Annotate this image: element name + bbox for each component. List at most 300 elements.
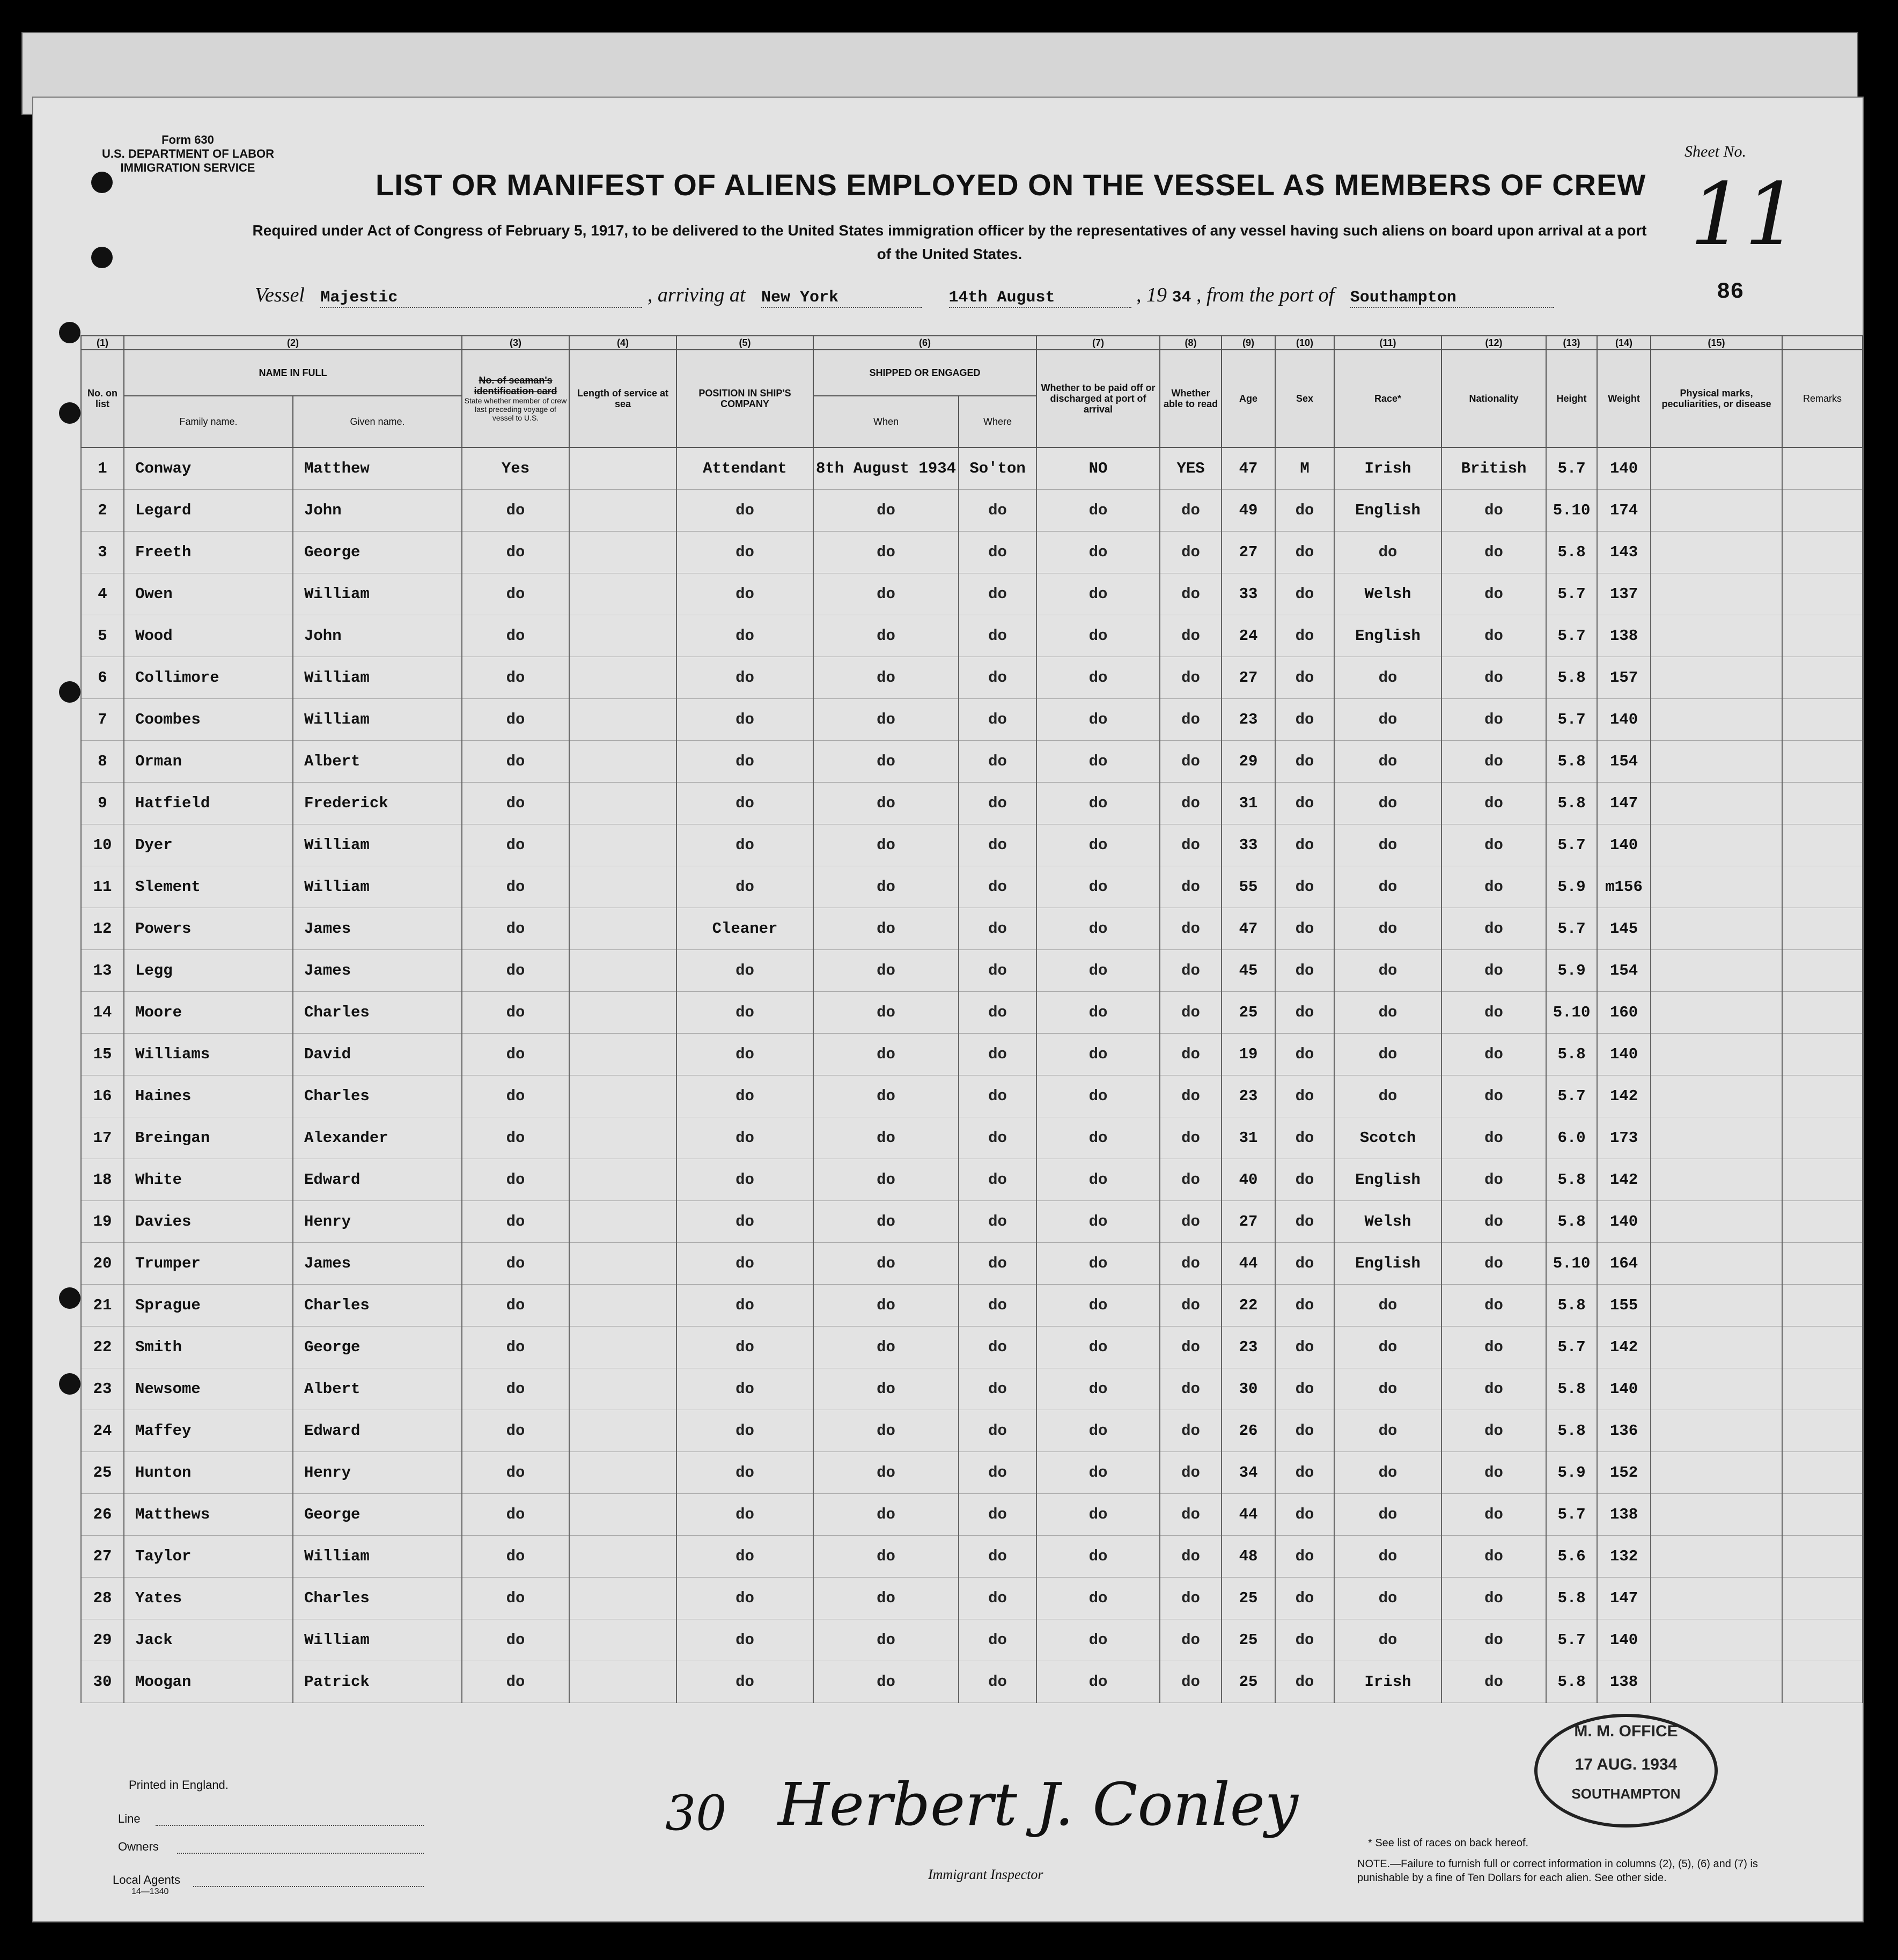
given-name-cell: Alexander [293,1117,462,1159]
height-cell: 5.8 [1546,657,1597,699]
age-cell: 45 [1222,950,1275,992]
given-name-cell: Charles [293,1285,462,1327]
arrival-year: 34 [1172,289,1191,307]
race-cell: Welsh [1334,573,1441,615]
row-number-cell: 13 [81,950,124,992]
sex-cell: do [1275,866,1334,908]
physical-marks-cell [1651,950,1782,992]
age-cell: 25 [1222,1578,1275,1619]
punch-hole [91,247,113,268]
sex-cell: do [1275,1661,1334,1703]
able-to-read-cell: do [1160,908,1222,950]
table-row [81,1034,1863,1075]
nationality-cell: do [1441,1075,1546,1117]
race-cell: Welsh [1334,1201,1441,1243]
header-length-of-service: Length of service at sea [569,350,676,447]
given-name-cell: William [293,1536,462,1578]
age-cell: 25 [1222,1619,1275,1661]
col-5-number: (5) [676,336,813,350]
age-cell: 30 [1222,1368,1275,1410]
row-number-cell: 11 [81,866,124,908]
paid-off-cell: do [1036,1285,1160,1327]
position-cell: do [676,1201,813,1243]
given-name-cell: William [293,866,462,908]
height-cell: 5.8 [1546,1201,1597,1243]
family-name-cell: Moore [124,992,293,1034]
height-cell: 5.9 [1546,866,1597,908]
shipped-where-cell: do [959,532,1036,573]
inspector-label: Immigrant Inspector [928,1867,1043,1882]
physical-marks-cell [1651,1578,1782,1619]
row-number-cell: 17 [81,1117,124,1159]
height-cell: 5.8 [1546,1578,1597,1619]
physical-marks-cell [1651,1619,1782,1661]
position-cell: do [676,573,813,615]
height-cell: 5.10 [1546,490,1597,532]
table-row [81,1327,1863,1368]
remarks-cell [1782,699,1863,741]
line-field [156,1825,424,1826]
paid-off-cell: do [1036,1578,1160,1619]
shipped-where-cell: do [959,1117,1036,1159]
given-name-cell: James [293,908,462,950]
nationality-cell: do [1441,1536,1546,1578]
remarks-cell [1782,1536,1863,1578]
sex-cell: do [1275,1034,1334,1075]
weight-cell: 137 [1597,573,1651,615]
family-name-cell: Conway [124,447,293,490]
able-to-read-cell: do [1160,1661,1222,1703]
row-number-cell: 5 [81,615,124,657]
age-cell: 49 [1222,490,1275,532]
row-number-cell: 15 [81,1034,124,1075]
length-of-service-cell [569,1368,676,1410]
shipped-when-cell: do [813,532,959,573]
row-number-cell: 4 [81,573,124,615]
col-13-number: (13) [1546,336,1597,350]
form-identifier [102,133,274,175]
sex-cell: do [1275,532,1334,573]
family-name-cell: Jack [124,1619,293,1661]
weight-cell: 136 [1597,1410,1651,1452]
shipped-where-cell: do [959,699,1036,741]
family-name-cell: Yates [124,1578,293,1619]
total-count: 30 [665,1785,727,1841]
able-to-read-cell: do [1160,490,1222,532]
sex-cell: do [1275,992,1334,1034]
table-row [81,908,1863,950]
row-number-cell: 1 [81,447,124,490]
table-row [81,741,1863,783]
family-name-cell: Powers [124,908,293,950]
physical-marks-cell [1651,1661,1782,1703]
given-name-cell: George [293,1327,462,1368]
paid-off-cell: do [1036,992,1160,1034]
sheet-number-label: Sheet No. [1684,143,1746,160]
nationality-cell: do [1441,1201,1546,1243]
height-cell: 6.0 [1546,1117,1597,1159]
physical-marks-cell [1651,1159,1782,1201]
table-row [81,490,1863,532]
paid-off-cell: do [1036,573,1160,615]
given-name-cell: John [293,615,462,657]
height-cell: 5.8 [1546,1661,1597,1703]
length-of-service-cell [569,824,676,866]
remarks-cell [1782,1034,1863,1075]
remarks-cell [1782,783,1863,824]
able-to-read-cell: do [1160,992,1222,1034]
department: U.S. DEPARTMENT OF LABOR [102,147,275,160]
header-nationality: Nationality [1441,350,1546,447]
table-row [81,1578,1863,1619]
physical-marks-cell [1651,490,1782,532]
age-cell: 25 [1222,992,1275,1034]
physical-marks-cell [1651,1201,1782,1243]
shipped-when-cell: do [813,824,959,866]
previous-voyage-cell: do [462,1619,569,1661]
family-name-cell: Trumper [124,1243,293,1285]
weight-cell: 140 [1597,1034,1651,1075]
race-cell: do [1334,908,1441,950]
sex-cell: do [1275,1452,1334,1494]
given-name-cell: William [293,573,462,615]
given-name-cell: William [293,699,462,741]
weight-cell: 154 [1597,950,1651,992]
position-cell: do [676,1285,813,1327]
arrival-date: 14th August [949,289,1131,308]
paid-off-cell: do [1036,1661,1160,1703]
weight-cell: 138 [1597,1494,1651,1536]
header-shipped-or-engaged: SHIPPED OR ENGAGED [813,350,1036,396]
previous-voyage-cell: do [462,1661,569,1703]
sex-cell: do [1275,1368,1334,1410]
height-cell: 5.8 [1546,1410,1597,1452]
paid-off-cell: do [1036,657,1160,699]
paid-off-cell: do [1036,824,1160,866]
nationality-cell: do [1441,1410,1546,1452]
given-name-cell: Albert [293,741,462,783]
nationality-cell: do [1441,1661,1546,1703]
paid-off-cell: do [1036,1619,1160,1661]
line-label: Line [118,1812,141,1825]
previous-voyage-cell: do [462,908,569,950]
form-number: Form 630 [161,133,214,146]
able-to-read-cell: do [1160,1578,1222,1619]
previous-voyage-cell: do [462,824,569,866]
shipped-when-cell: do [813,699,959,741]
family-name-cell: Coombes [124,699,293,741]
shipped-where-cell: do [959,1619,1036,1661]
height-cell: 5.8 [1546,532,1597,573]
shipped-where-cell: do [959,1536,1036,1578]
table-row [81,1619,1863,1661]
previous-voyage-cell: do [462,1034,569,1075]
length-of-service-cell [569,1034,676,1075]
remarks-cell [1782,573,1863,615]
arriving-label: , arriving at [647,284,746,306]
race-cell: do [1334,992,1441,1034]
weight-cell: 143 [1597,532,1651,573]
race-cell: do [1334,699,1441,741]
header-age: Age [1222,350,1275,447]
weight-cell: 142 [1597,1075,1651,1117]
given-name-cell: Edward [293,1410,462,1452]
sex-cell: M [1275,447,1334,490]
height-cell: 5.8 [1546,1285,1597,1327]
able-to-read-cell: do [1160,741,1222,783]
row-number-cell: 8 [81,741,124,783]
able-to-read-cell: do [1160,1619,1222,1661]
row-number-cell: 23 [81,1368,124,1410]
able-to-read-cell: do [1160,1368,1222,1410]
paid-off-cell: do [1036,1117,1160,1159]
sex-cell: do [1275,1494,1334,1536]
given-name-cell: George [293,1494,462,1536]
physical-marks-cell [1651,1327,1782,1368]
col-2-number: (2) [124,336,462,350]
header-remarks: Remarks [1782,350,1863,447]
position-cell: do [676,1536,813,1578]
row-number-cell: 18 [81,1159,124,1201]
position-cell: do [676,615,813,657]
given-name-cell: Edward [293,1159,462,1201]
sex-cell: do [1275,1578,1334,1619]
table-row [81,1201,1863,1243]
form-code: 14—1340 [131,1887,169,1896]
previous-voyage-cell: do [462,1075,569,1117]
weight-cell: 138 [1597,1661,1651,1703]
previous-voyage-cell: do [462,699,569,741]
physical-marks-cell [1651,447,1782,490]
nationality-cell: do [1441,866,1546,908]
family-name-cell: Dyer [124,824,293,866]
weight-cell: 157 [1597,657,1651,699]
row-number-cell: 7 [81,699,124,741]
position-cell: do [676,1327,813,1368]
row-number-cell: 27 [81,1536,124,1578]
table-row [81,1159,1863,1201]
shipped-where-cell: do [959,615,1036,657]
physical-marks-cell [1651,615,1782,657]
family-name-cell: Sprague [124,1285,293,1327]
paid-off-cell: do [1036,866,1160,908]
age-cell: 33 [1222,573,1275,615]
remarks-cell [1782,447,1863,490]
race-cell: do [1334,1619,1441,1661]
given-name-cell: Charles [293,1578,462,1619]
row-number-cell: 20 [81,1243,124,1285]
length-of-service-cell [569,741,676,783]
sex-cell: do [1275,699,1334,741]
physical-marks-cell [1651,908,1782,950]
remarks-cell [1782,1452,1863,1494]
previous-voyage-cell: do [462,866,569,908]
row-number-cell: 3 [81,532,124,573]
previous-voyage-cell: do [462,1368,569,1410]
nationality-cell: do [1441,1117,1546,1159]
agents-label: Local Agents [113,1873,180,1887]
race-cell: English [1334,615,1441,657]
height-cell: 5.6 [1546,1536,1597,1578]
position-cell: do [676,1452,813,1494]
given-name-cell: Albert [293,1368,462,1410]
inspector-signature: Herbert J. Conley [778,1770,1299,1839]
height-cell: 5.7 [1546,573,1597,615]
shipped-when-cell: do [813,615,959,657]
table-row [81,447,1863,490]
age-cell: 40 [1222,1159,1275,1201]
height-cell: 5.7 [1546,447,1597,490]
sex-cell: do [1275,1410,1334,1452]
age-cell: 24 [1222,615,1275,657]
header-name-in-full: NAME IN FULL [124,350,462,396]
race-cell: do [1334,1494,1441,1536]
office-stamp [1534,1714,1718,1828]
row-number-cell: 30 [81,1661,124,1703]
nationality-cell: do [1441,1327,1546,1368]
race-cell: do [1334,950,1441,992]
nationality-cell: do [1441,950,1546,992]
able-to-read-cell: do [1160,1159,1222,1201]
shipped-when-cell: do [813,1285,959,1327]
race-cell: do [1334,783,1441,824]
nationality-cell: do [1441,532,1546,573]
column-number-row [81,336,1863,350]
given-name-cell: Henry [293,1201,462,1243]
physical-marks-cell [1651,1075,1782,1117]
agents-field [193,1886,424,1887]
family-name-cell: Hunton [124,1452,293,1494]
table-row [81,699,1863,741]
sex-cell: do [1275,908,1334,950]
paid-off-cell: do [1036,1034,1160,1075]
shipped-where-cell: do [959,741,1036,783]
header-position: POSITION IN SHIP'S COMPANY [676,350,813,447]
position-cell: do [676,1410,813,1452]
previous-voyage-cell: do [462,1452,569,1494]
header-family-name: Family name. [124,396,293,447]
col-remarks-number [1782,336,1863,350]
shipped-when-cell: do [813,1243,959,1285]
paid-off-cell: do [1036,1410,1160,1452]
paid-off-cell: do [1036,699,1160,741]
table-row [81,1452,1863,1494]
given-name-cell: James [293,950,462,992]
length-of-service-cell [569,1578,676,1619]
previous-voyage-cell: do [462,741,569,783]
paid-off-cell: do [1036,783,1160,824]
col-9-number: (9) [1222,336,1275,350]
length-of-service-cell [569,908,676,950]
shipped-when-cell: do [813,950,959,992]
header-where: Where [959,396,1036,447]
owners-label: Owners [118,1840,159,1853]
physical-marks-cell [1651,1117,1782,1159]
seaman-card-label: No. of seaman's identification card [474,375,557,396]
paid-off-cell: do [1036,1075,1160,1117]
shipped-when-cell: do [813,1368,959,1410]
race-cell: do [1334,866,1441,908]
col-3-number: (3) [462,336,569,350]
remarks-cell [1782,1075,1863,1117]
weight-cell: 160 [1597,992,1651,1034]
shipped-where-cell: do [959,1034,1036,1075]
table-row [81,1536,1863,1578]
header-when: When [813,396,959,447]
race-cell: Scotch [1334,1117,1441,1159]
race-cell: do [1334,1327,1441,1368]
nationality-cell: do [1441,490,1546,532]
punch-hole [59,322,80,343]
row-number-cell: 16 [81,1075,124,1117]
physical-marks-cell [1651,1243,1782,1285]
weight-cell: 140 [1597,1619,1651,1661]
position-cell: do [676,490,813,532]
nationality-cell: do [1441,824,1546,866]
col-12-number: (12) [1441,336,1546,350]
weight-cell: 140 [1597,699,1651,741]
position-cell: do [676,824,813,866]
length-of-service-cell [569,490,676,532]
height-cell: 5.8 [1546,783,1597,824]
paid-off-cell: do [1036,615,1160,657]
family-name-cell: Moogan [124,1661,293,1703]
previous-voyage-cell: do [462,490,569,532]
age-cell: 44 [1222,1243,1275,1285]
able-to-read-cell: do [1160,1452,1222,1494]
length-of-service-cell [569,1075,676,1117]
sex-cell: do [1275,1201,1334,1243]
age-cell: 27 [1222,657,1275,699]
crew-rows [81,447,1863,1703]
able-to-read-cell: do [1160,573,1222,615]
col-4-number: (4) [569,336,676,350]
table-row [81,615,1863,657]
given-name-cell: James [293,1243,462,1285]
table-row [81,992,1863,1034]
able-to-read-cell: do [1160,1410,1222,1452]
header-race: Race* [1334,350,1441,447]
length-of-service-cell [569,1117,676,1159]
position-cell: do [676,866,813,908]
table-row [81,573,1863,615]
shipped-where-cell: do [959,1243,1036,1285]
length-of-service-cell [569,1619,676,1661]
physical-marks-cell [1651,1410,1782,1452]
year-prefix: , 19 [1136,284,1167,306]
physical-marks-cell [1651,1285,1782,1327]
given-name-cell: William [293,1619,462,1661]
owners-field [177,1853,424,1854]
table-row [81,1075,1863,1117]
able-to-read-cell: do [1160,1201,1222,1243]
height-cell: 5.8 [1546,1368,1597,1410]
previous-voyage-cell: do [462,1578,569,1619]
printed-note: Printed in England. [129,1778,229,1792]
table-row [81,657,1863,699]
weight-cell: 142 [1597,1159,1651,1201]
shipped-where-cell: do [959,992,1036,1034]
length-of-service-cell [569,992,676,1034]
shipped-when-cell: do [813,866,959,908]
shipped-where-cell: do [959,1578,1036,1619]
previous-voyage-cell: do [462,1285,569,1327]
col-8-number: (8) [1160,336,1222,350]
age-cell: 34 [1222,1452,1275,1494]
position-cell: do [676,1159,813,1201]
row-number-cell: 10 [81,824,124,866]
sex-cell: do [1275,615,1334,657]
